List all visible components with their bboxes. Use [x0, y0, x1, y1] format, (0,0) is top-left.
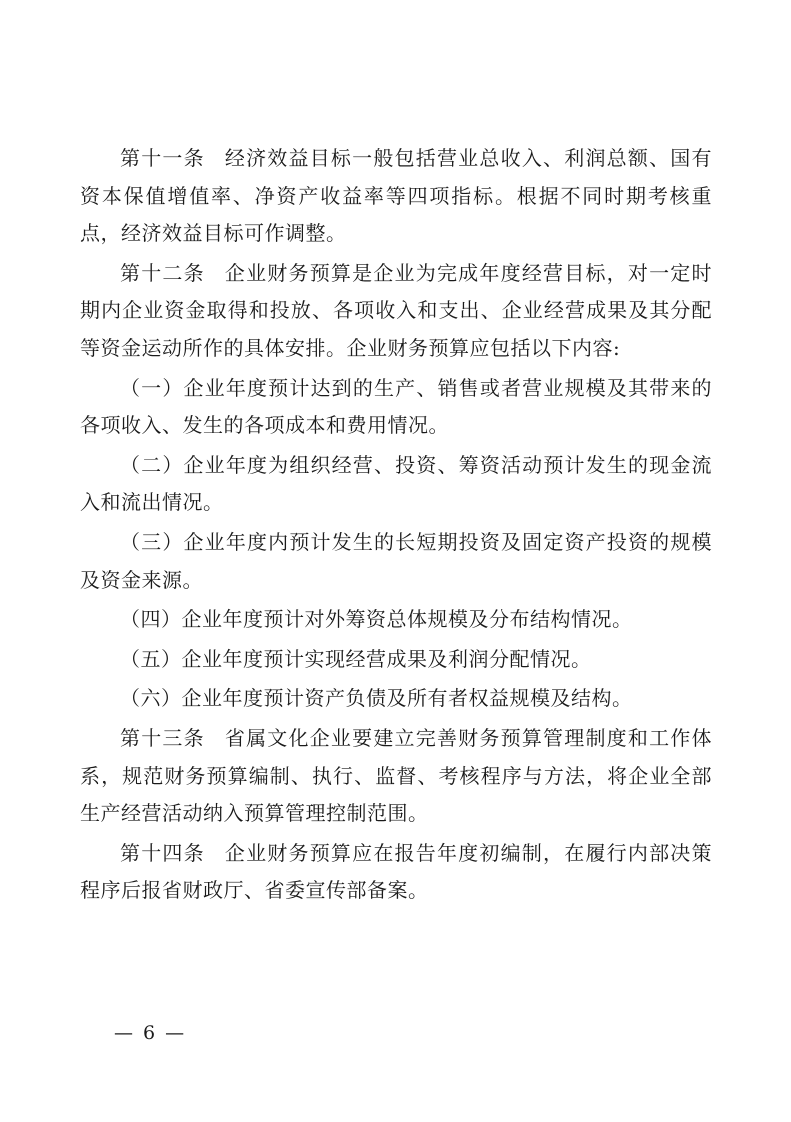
- list-item-text: （二）企业年度为组织经营、投资、筹资活动预计发生的现金流入和流出情况。: [80, 452, 712, 515]
- document-body: [80, 140, 712, 910]
- article-number: 第十四条: [120, 840, 205, 865]
- list-item-text: （四）企业年度预计对外筹资总体规模及分布结构情况。: [120, 607, 633, 632]
- paragraph-article-12: [80, 255, 712, 368]
- list-item-text: （一）企业年度预计达到的生产、销售或者营业规模及其带来的各项收入、发生的各项成本和费用情况。: [80, 375, 712, 438]
- article-number: 第十二条: [120, 260, 205, 285]
- paragraph-text: 企业财务预算应在报告年度初编制，在履行内部决策程序后报省财政厅、省委宣传部备案。: [80, 840, 713, 903]
- list-item-3: [80, 524, 712, 599]
- paragraph-text: 企业财务预算是企业为完成年度经营目标，对一定时期内企业资金取得和投放、各项收入和支出、企业经营成果及其分配等资金运动所作的具体安排。企业财务预算应包括以下内容:: [80, 260, 713, 360]
- paragraph-article-11: [80, 140, 712, 253]
- list-item-4: [80, 601, 712, 639]
- paragraph-text: 省属文化企业要建立完善财务预算管理制度和工作体系，规范财务预算编制、执行、监督、考核程序与方法，将企业全部生产经营活动纳入预算管理控制范围。: [80, 725, 713, 826]
- list-item-text: （五）企业年度预计实现经营成果及利润分配情况。: [120, 646, 592, 671]
- list-item-6: [80, 680, 712, 718]
- list-item-text: （三）企业年度内预计发生的长短期投资及固定资产投资的规模及资金来源。: [80, 529, 712, 592]
- list-item-5: [80, 641, 712, 679]
- list-item-text: （六）企业年度预计资产负债及所有者权益规模及结构。: [120, 686, 633, 711]
- article-number: 第十三条: [120, 725, 205, 750]
- list-item-2: [80, 447, 712, 522]
- list-item-1: [80, 370, 712, 445]
- paragraph-article-14: [80, 835, 712, 910]
- paragraph-article-13: [80, 720, 712, 833]
- paragraph-text: 经济效益目标一般包括营业总收入、利润总额、国有资本保值增值率、净资产收益率等四项指标。根据不同时期考核重点，经济效益目标可作调整。: [80, 146, 713, 246]
- page-number: — 6 —: [114, 1022, 187, 1044]
- article-number: 第十一条: [120, 146, 205, 170]
